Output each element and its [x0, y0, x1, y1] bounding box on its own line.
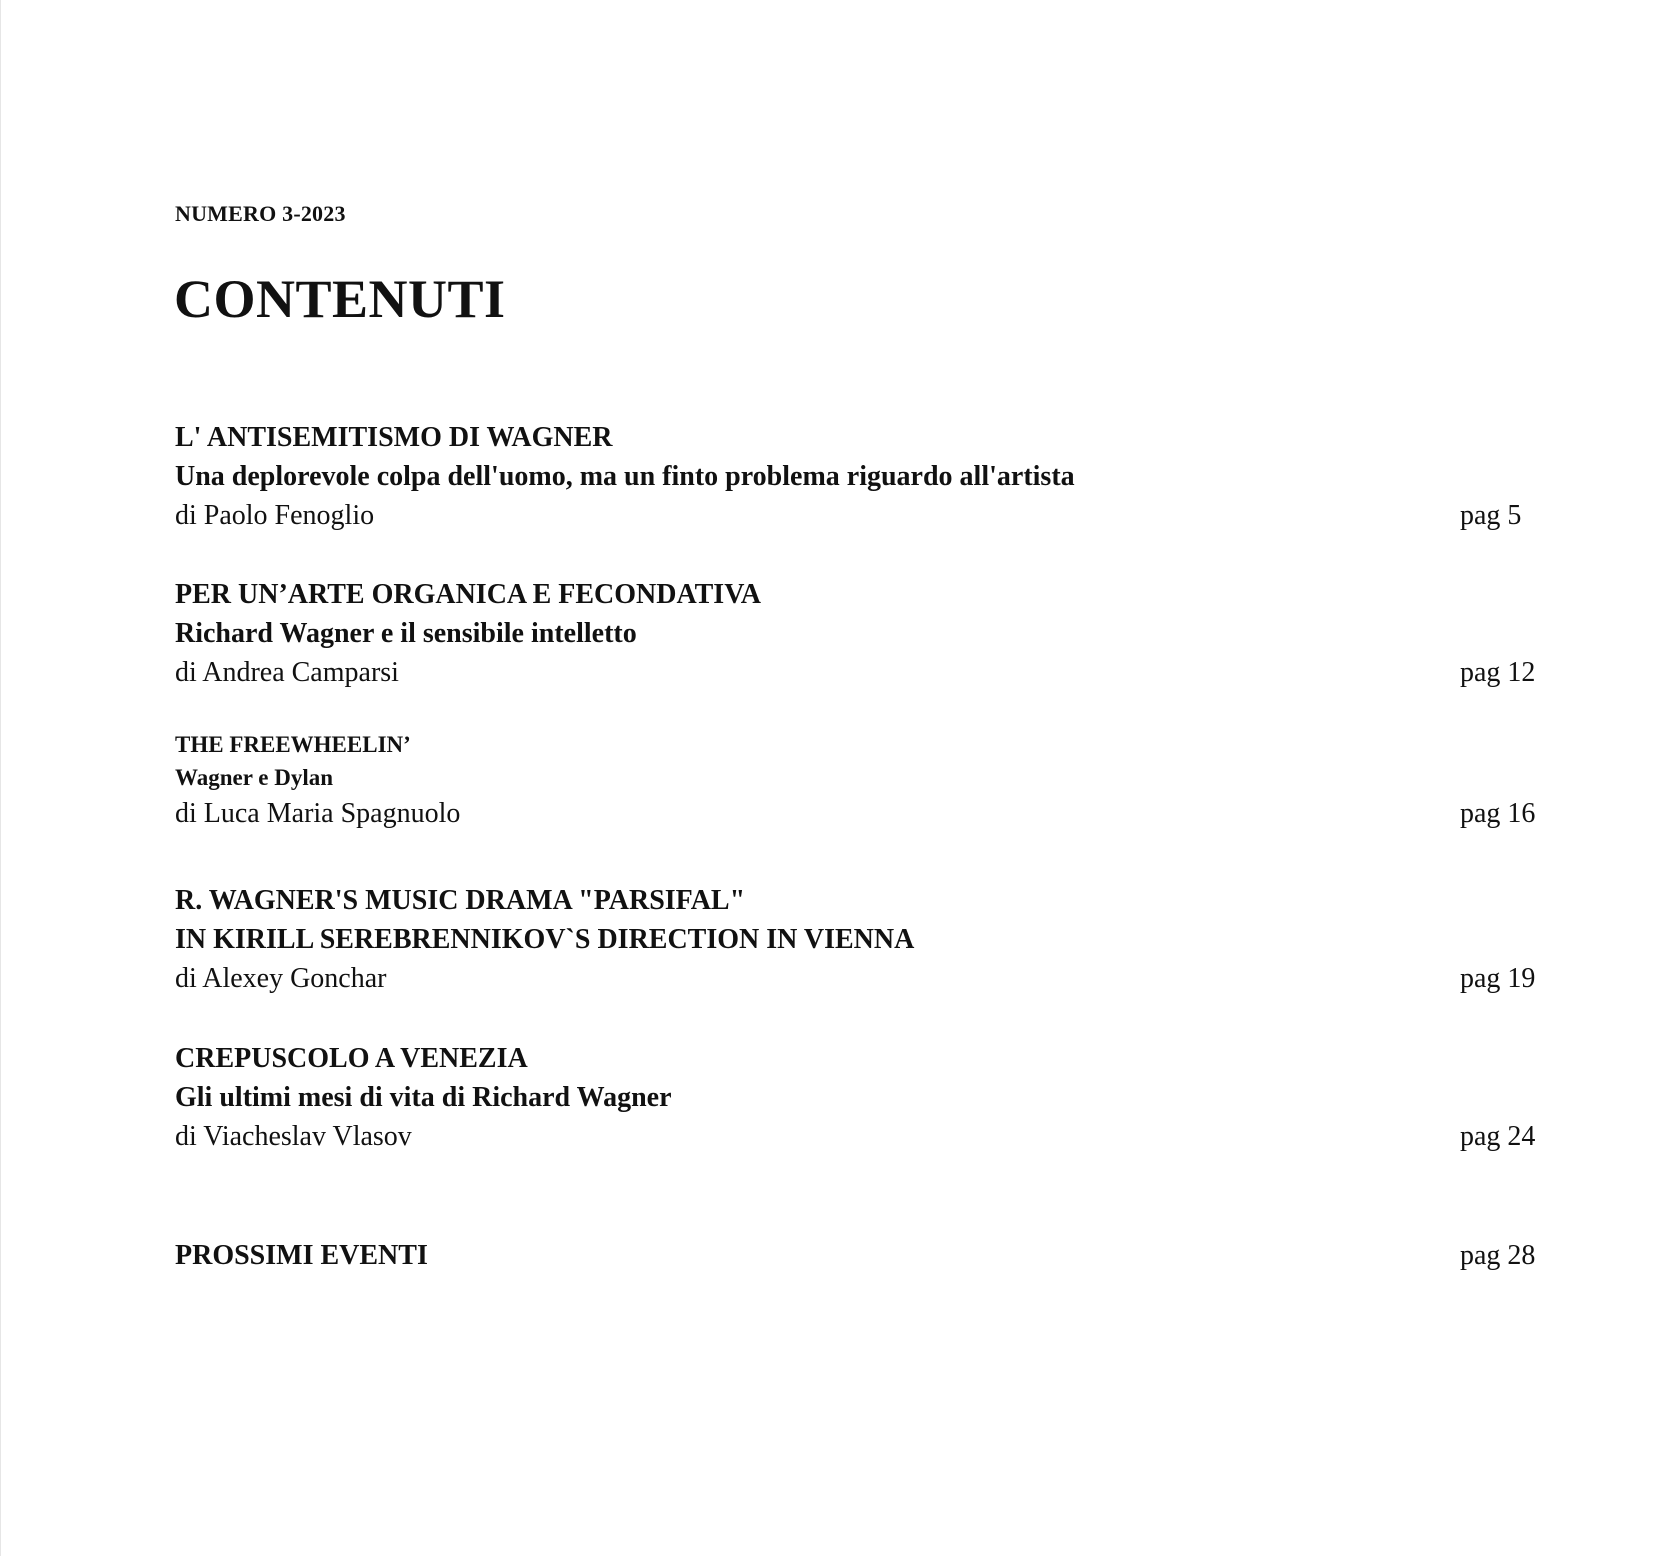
entry-page-link[interactable]: pag 16	[1460, 798, 1536, 829]
entry-page-link[interactable]: pag 19	[1460, 963, 1536, 994]
events-page-link[interactable]: pag 28	[1460, 1240, 1536, 1271]
events-title: PROSSIMI EVENTI	[175, 1240, 428, 1271]
entry-subtitle: Una deplorevole colpa dell'uomo, ma un finto problema riguardo all'artista	[175, 461, 1075, 492]
toc-entry[interactable]	[175, 418, 1550, 535]
entry-author-row	[175, 653, 1550, 692]
toc-entry[interactable]	[175, 575, 1550, 692]
entry-author-row	[175, 794, 1550, 833]
entry-author: di Alexey Gonchar	[175, 963, 387, 994]
page-edge	[0, 0, 1, 1556]
toc-entry[interactable]	[175, 1039, 1550, 1156]
toc-entry-events[interactable]	[175, 1236, 1550, 1275]
entry-subtitle: Richard Wagner e il sensibile intelletto	[175, 618, 637, 649]
entry-title: THE FREEWHEELIN’	[175, 732, 411, 757]
entry-subtitle: IN KIRILL SEREBRENNIKOV`S DIRECTION IN VIENNA	[175, 924, 915, 955]
entry-author-row	[175, 1117, 1550, 1156]
entry-subtitle: Wagner e Dylan	[175, 765, 334, 790]
events-row	[175, 1236, 1550, 1275]
entry-page-link[interactable]: pag 5	[1460, 500, 1522, 531]
entry-author-row	[175, 959, 1550, 998]
page-title: CONTENUTI	[174, 269, 506, 329]
entry-page-link[interactable]: pag 12	[1460, 657, 1536, 688]
entry-title: R. WAGNER'S MUSIC DRAMA "PARSIFAL"	[175, 885, 746, 916]
entry-title: CREPUSCOLO A VENEZIA	[175, 1043, 528, 1074]
entry-author: di Viacheslav Vlasov	[175, 1121, 412, 1152]
toc-entry[interactable]	[175, 881, 1550, 998]
entry-author: di Andrea Camparsi	[175, 657, 399, 688]
entry-title: PER UN’ARTE ORGANICA E FECONDATIVA	[175, 579, 762, 610]
entry-page-link[interactable]: pag 24	[1460, 1121, 1536, 1152]
entry-author: di Luca Maria Spagnuolo	[175, 798, 461, 829]
entry-title: L' ANTISEMITISMO DI WAGNER	[175, 422, 613, 453]
entry-author-row	[175, 496, 1550, 535]
toc-entry[interactable]	[175, 728, 1550, 833]
entry-subtitle: Gli ultimi mesi di vita di Richard Wagner	[175, 1082, 672, 1113]
entry-author: di Paolo Fenoglio	[175, 500, 375, 531]
issue-number: NUMERO 3-2023	[175, 201, 346, 226]
